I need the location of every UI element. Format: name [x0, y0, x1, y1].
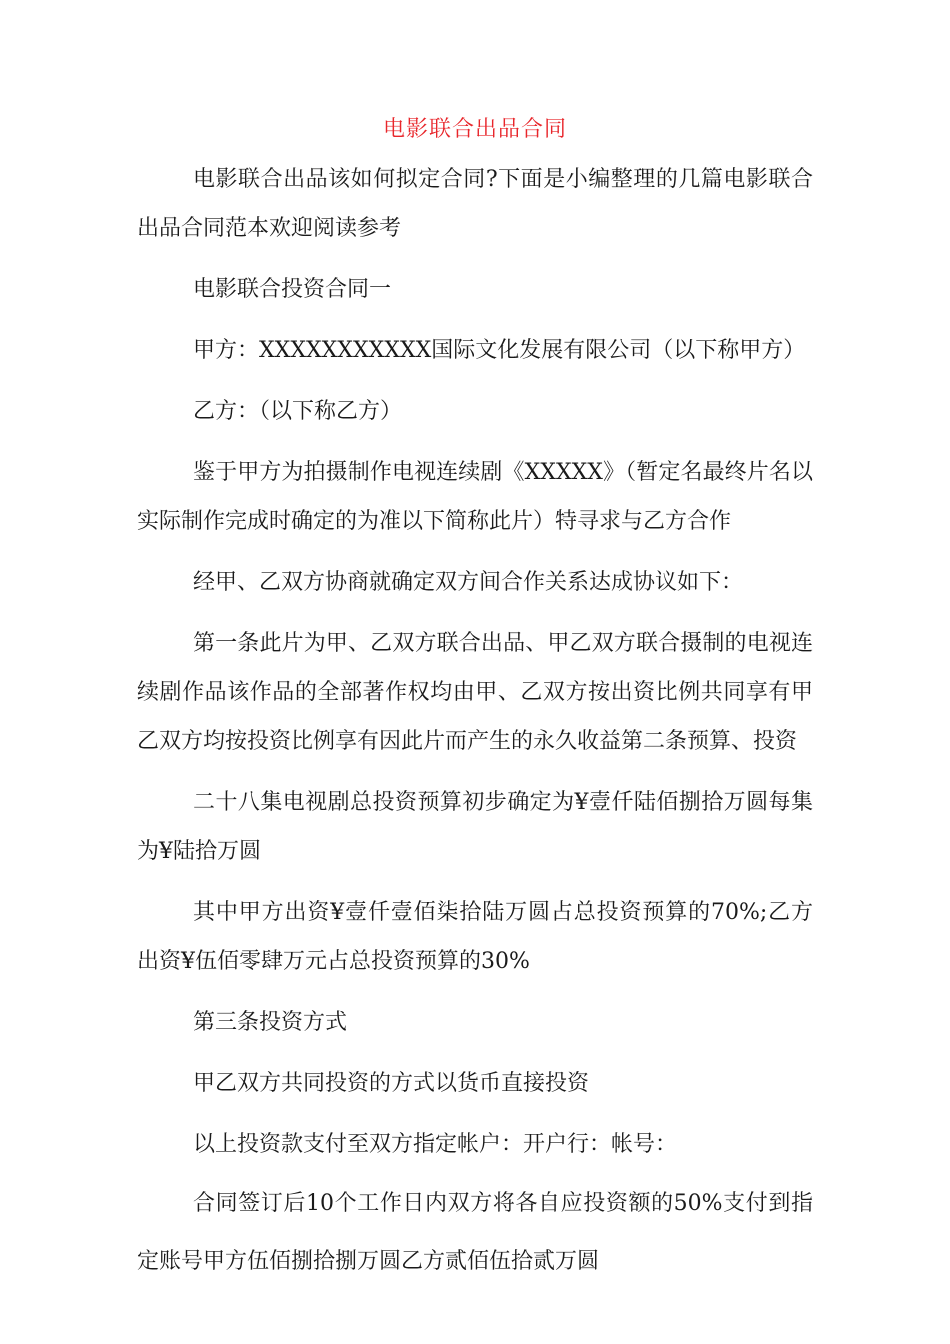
paragraph-account: 以上投资款支付至双方指定帐户：开户行：帐号： — [193, 1132, 678, 1157]
paragraph-contribution: 其中甲方出资¥壹仟壹佰柒拾陆万圆占总投资预算的70%;乙方出资¥伍佰零肆万元占总投资预算的30% — [137, 900, 813, 974]
paragraph-article-1: 第一条此片为甲、乙双方联合出品、甲乙双方联合摄制的电视连续剧作品该作品的全部著作权均由甲、乙双方按出资比例共同享有甲乙双方均按投资比例享有因此片而产生的永久收益第二条预算、投资 — [137, 631, 813, 754]
paragraph-intro: 电影联合出品该如何拟定合同?下面是小编整理的几篇电影联合出品合同范本欢迎阅读参考 — [137, 167, 813, 241]
paragraph-investment-method: 甲乙双方共同投资的方式以货币直接投资 — [193, 1071, 590, 1096]
paragraph-article-3: 第三条投资方式 — [193, 1010, 348, 1035]
paragraph-contract-heading: 电影联合投资合同一 — [193, 277, 392, 302]
document-body — [137, 155, 813, 1303]
document-title: 电影联合出品合同 — [382, 117, 567, 142]
paragraph-recital: 鉴于甲方为拍摄制作电视连续剧《XXXXX》（暂定名最终片名以实际制作完成时确定的为准以下简称此片）特寻求与乙方合作 — [137, 460, 813, 534]
paragraph-budget: 二十八集电视剧总投资预算初步确定为¥壹仟陆佰捌拾万圆每集为¥陆拾万圆 — [137, 790, 813, 864]
paragraph-party-a: 甲方：XXXXXXXXXXX国际文化发展有限公司（以下称甲方） — [193, 338, 806, 363]
paragraph-payment: 合同签订后10个工作日内双方将各自应投资额的50%支付到指定账号甲方伍佰捌拾捌万圆乙方贰佰伍拾贰万圆 — [137, 1191, 813, 1274]
paragraph-party-b: 乙方：（以下称乙方） — [193, 399, 403, 424]
paragraph-agreement-intro: 经甲、乙双方协商就确定双方间合作关系达成协议如下： — [193, 570, 744, 595]
